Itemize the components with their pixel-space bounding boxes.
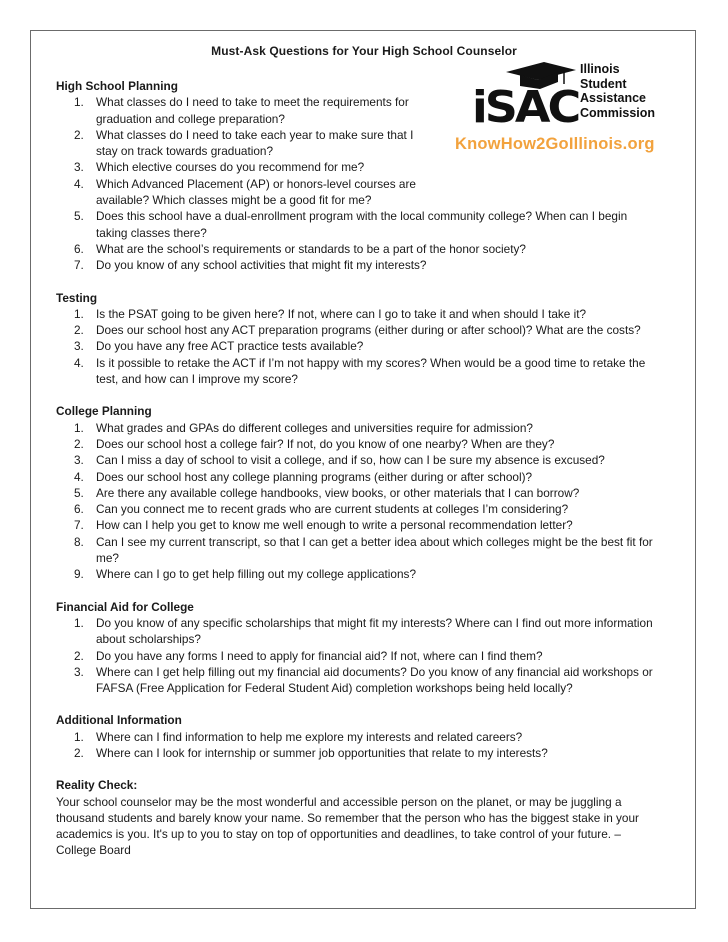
org-line: Student [580,76,627,91]
logo-acronym: iSAC [472,81,579,133]
list-item: 5. Are there any available college handbooks, view books, or other materials that I can borrow? [74,485,580,500]
list-item: 2. Where can I look for internship or summer job opportunities that relate to my interests? [74,745,548,760]
list-item: 2. Does our school host a college fair? If not, do you know of one nearby? When are they? [74,436,555,451]
item-text: Where can I go to get help filling out my college applications? [96,567,417,582]
org-line: Illinois [580,62,620,76]
item-text: What are the school’s requirements or standards to be a part of the honor society? [96,241,526,256]
document-title: Must-Ask Questions for Your High School Counselor [211,44,517,58]
section-heading: Financial Aid for College [56,599,194,614]
list-item: 4. Does our school host any college planning programs (either during or after school)? [74,469,533,484]
item-text: Does this school have a dual-enrollment program with the local community college? When can I begin taking classes there? [96,209,628,240]
list-item: 1. What classes do I need to take to meet the requirements for graduation and college preparation? [56,94,656,127]
item-text: Where can I find information to help me explore my interests and related careers? [96,729,523,744]
section-financial-aid [56,599,656,697]
list-item: 1. Is the PSAT going to be given here? If not, where can I go to take it and when should I take it? [74,306,587,321]
section-testing [56,290,656,388]
item-text: What grades and GPAs do different colleges and universities require for admission? [96,420,533,435]
list-item: 7. How can I help you get to know me well enough to write a personal recommendation letter? [74,518,573,533]
item-text: Where can I get help filling out my financial aid documents? Do you know of any financial aid workshops or FAFSA (Free Application for Federal Student Aid) completion workshops being held locally? [96,664,653,696]
item-text: Do you know of any school activities that might fit my interests? [96,258,427,273]
item-text: Can you connect me to recent grads who are current students at colleges I’m considering? [96,502,569,517]
list-item: 5. Does this school have a dual-enrollment program with the local community college? When can I begin taking classes there? [74,209,628,240]
item-text: Where can I look for internship or summer job opportunities that relate to my interests? [96,745,548,760]
item-text: Is the PSAT going to be given here? If not, where can I go to take it and when should I take it? [96,306,587,321]
item-text: What classes do I need to take each year to make sure that I stay on track towards graduation? [96,127,414,159]
item-text: Does our school host any ACT preparation programs (either during or after school)? What are the costs? [96,323,641,338]
item-text: Does our school host any college planning programs (either during or after school)? [96,469,533,484]
section-additional-information [56,712,656,761]
item-text: Which elective courses do you recommend for me? [96,160,365,175]
org-line: Commission [580,105,656,120]
item-text: Do you know of any specific scholarships that might fit my interests? Where can I find out more information about scholarships? [96,615,653,647]
item-text: Do you have any free ACT practice tests available? [96,339,364,354]
list-item: 2. What classes do I need to take each year to make sure that I stay on track towards graduation? [56,127,656,160]
section-heading: Reality Check: [56,778,138,793]
list-item: 3. Which elective courses do you recommend for me? [74,160,365,175]
list-item: 6. What are the school’s requirements or standards to be a part of the honor society? [74,241,526,256]
list-item: 3. Do you have any free ACT practice tests available? [74,339,364,354]
list-item: 3. Where can I get help filling out my financial aid documents? Do you know of any financial aid workshops or FAFSA (Free Application for Federal Student Aid) completion workshops being held locally? [74,664,653,696]
section-college-planning [56,403,656,582]
website-link[interactable]: KnowHow2GoIllinois.org [455,135,655,153]
item-text: Can I see my current transcript, so that I can get a better idea about which colleges might be the best fit for me? [96,534,653,566]
list-item: 4. Which Advanced Placement (AP) or honors-level courses are available? Which classes might be a good fit for me? [56,176,656,209]
section-heading: College Planning [56,404,152,419]
item-text: Which Advanced Placement (AP) or honors-level courses are available? Which classes might be a good fit for me? [96,176,416,208]
section-heading: High School Planning [56,79,178,93]
list-item: 3. Can I miss a day of school to visit a college, and if so, how can I be sure my absence is excused? [74,453,605,468]
list-item: 4. Is it possible to retake the ACT if I’m not happy with my scores? When would be a good time to retake the test, and how can I improve my score? [74,355,646,387]
list-item: 8. Can I see my current transcript, so that I can get a better idea about which colleges might be the best fit for me? [74,534,653,566]
list-item: 7. Do you know of any school activities that might fit my interests? [74,258,427,273]
section-reality-check [56,777,656,858]
section-heading: Additional Information [56,713,182,728]
list-item: 9. Where can I go to get help filling out my college applications? [74,567,417,582]
reality-check-body: Your school counselor may be the most wonderful and accessible person on the planet, or may be juggling a thousand students and barely know your name. So remember that the person who has the biggest stake in your academics is you. It's up to you to stay on top of opportunities and deadlines, to take control of your future. – College Board [56,794,639,858]
list-item: 6. Can you connect me to recent grads who are current students at colleges I’m considering? [74,502,569,517]
list-item: 2. Does our school host any ACT preparation programs (either during or after school)? What are the costs? [74,323,641,338]
item-text: Is it possible to retake the ACT if I’m not happy with my scores? When would be a good time to retake the test, and how can I improve my score? [96,355,646,387]
document-content [56,44,656,859]
list-item: 1. Do you know of any specific scholarships that might fit my interests? Where can I find out more information about scholarships? [74,615,653,647]
org-line: Assistance [580,91,647,105]
item-text: What classes do I need to take to meet the requirements for graduation and college preparation? [96,95,409,126]
item-text: Are there any available college handbooks, view books, or other materials that I can borrow? [96,485,580,500]
item-text: Do you have any forms I need to apply for financial aid? If not, where can I find them? [96,648,543,663]
section-high-school-planning [56,78,656,274]
item-text: Can I miss a day of school to visit a college, and if so, how can I be sure my absence is excused? [96,453,605,468]
list-item: 1. Where can I find information to help me explore my interests and related careers? [74,729,523,744]
item-text: Does our school host a college fair? If not, do you know of one nearby? When are they? [96,436,555,451]
section-heading: Testing [56,290,98,305]
item-text: How can I help you get to know me well enough to write a personal recommendation letter? [96,518,573,533]
list-item: 1. What grades and GPAs do different colleges and universities require for admission? [74,420,533,435]
list-item: 2. Do you have any forms I need to apply for financial aid? If not, where can I find them? [74,648,543,663]
